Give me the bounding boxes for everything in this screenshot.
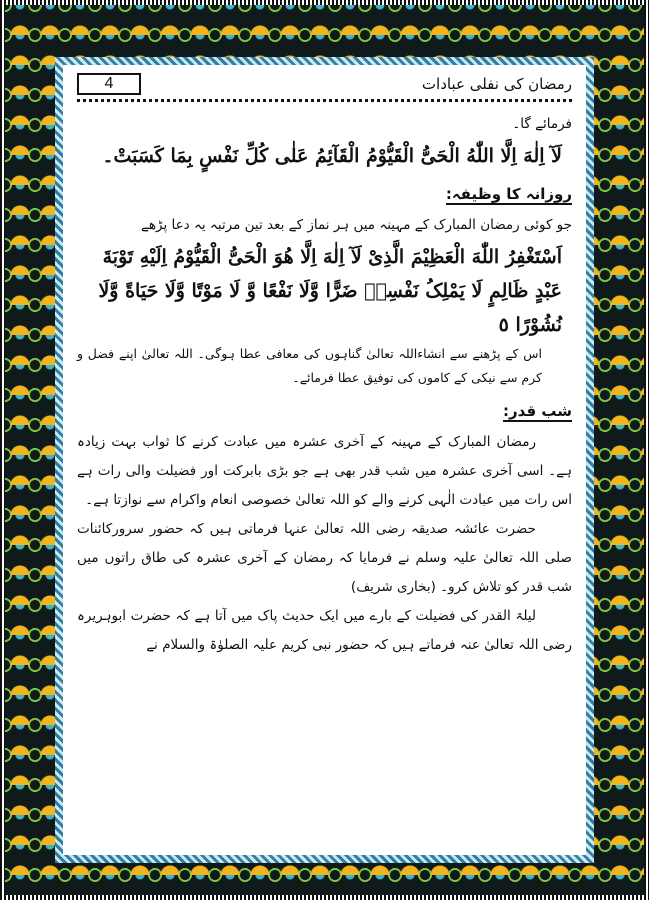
inner-frame: [55, 57, 594, 863]
arabic-dua: اَسْتَغْفِرُ اللّٰهَ الْعَظِیْمَ الَّذِیْ لَآ اِلٰهَ اِلَّا هُوَ الْحَیُّ الْقَیُّوْمُ اِلَیْهِ تَوْبَةَ عَبْدٍ ظَالِمٍ لَا یَمْلِکُ نَفْسِهٖ ضَرًّا وَّلَا نَفْعًا وَّ لَا مَوْتًا وَّلَا حَیَاةً وَّلَا نُشُوْرًا ٥: [98, 246, 562, 336]
page-header: [77, 71, 572, 97]
paragraph: حضرت عائشہ صدیقہ رضی اللہ تعالیٰ عنہا فرماتی ہیں کہ حضور سرورکائنات صلی اللہ تعالیٰ علیہ وسلم نے فرمایا کہ رمضان کے آخری عشرہ کی طاق راتوں میں شب قدر کو تلاش کرو۔ (بخاری شریف): [77, 521, 572, 595]
running-title: رمضان کی نفلی عبادات: [421, 75, 572, 93]
dotted-divider: [77, 99, 572, 102]
book-page: [63, 65, 586, 855]
paragraph: رمضان المبارک کے مہینہ کے آخری عشرہ میں عبادت کرنے کا ثواب بہت زیادہ ہے۔ اسی آخری عشرہ میں شب قدر بھی ہے جو بڑی بابرکت اور فضیلت والی رات ہے اس رات میں عبادت الٰہی کرنے والے کو اللہ تعالیٰ خصوصی انعام واکرام سے نوازتا ہے۔: [77, 434, 572, 508]
wazifa-intro: جو کوئی رمضان المبارک کے مہینہ میں ہر نماز کے بعد تین مرتبہ یہ دعا پڑھے: [140, 217, 572, 233]
paragraph: لیلۃ القدر کی فضیلت کے بارے میں ایک حدیث پاک میں آتا ہے کہ حضرت ابوہریرہ رضی اللہ تعالیٰ عنہ فرماتے ہیں کہ حضور نبی کریم علیہ الصلوٰۃ والسلام نے: [77, 608, 572, 653]
ornamental-border: [5, 5, 644, 895]
page-number: 4: [77, 73, 141, 95]
arabic-verse: لَآ اِلٰهَ اِلَّا اللّٰهُ الْحَیُّ الْقَیُّوْمُ الْقَآئِمُ عَلٰی کُلِّ نَفْسٍ بِمَا کَسَبَتْ۔: [102, 145, 562, 167]
section-heading-daily-wazifa: روزانہ کا وظیفہ:: [445, 185, 572, 203]
continuation-text: فرمائے گا۔: [512, 116, 572, 132]
wazifa-benefit: اس کے پڑھنے سے انشاءاللہ تعالیٰ گناہوں کی معافی عطا ہوگی۔ اللہ تعالیٰ اپنے فضل و کرم سے نیکی کے کاموں کی توفیق عطا فرمائے۔: [77, 346, 542, 385]
section-heading-shab-e-qadr: شب قدر:: [503, 402, 572, 420]
